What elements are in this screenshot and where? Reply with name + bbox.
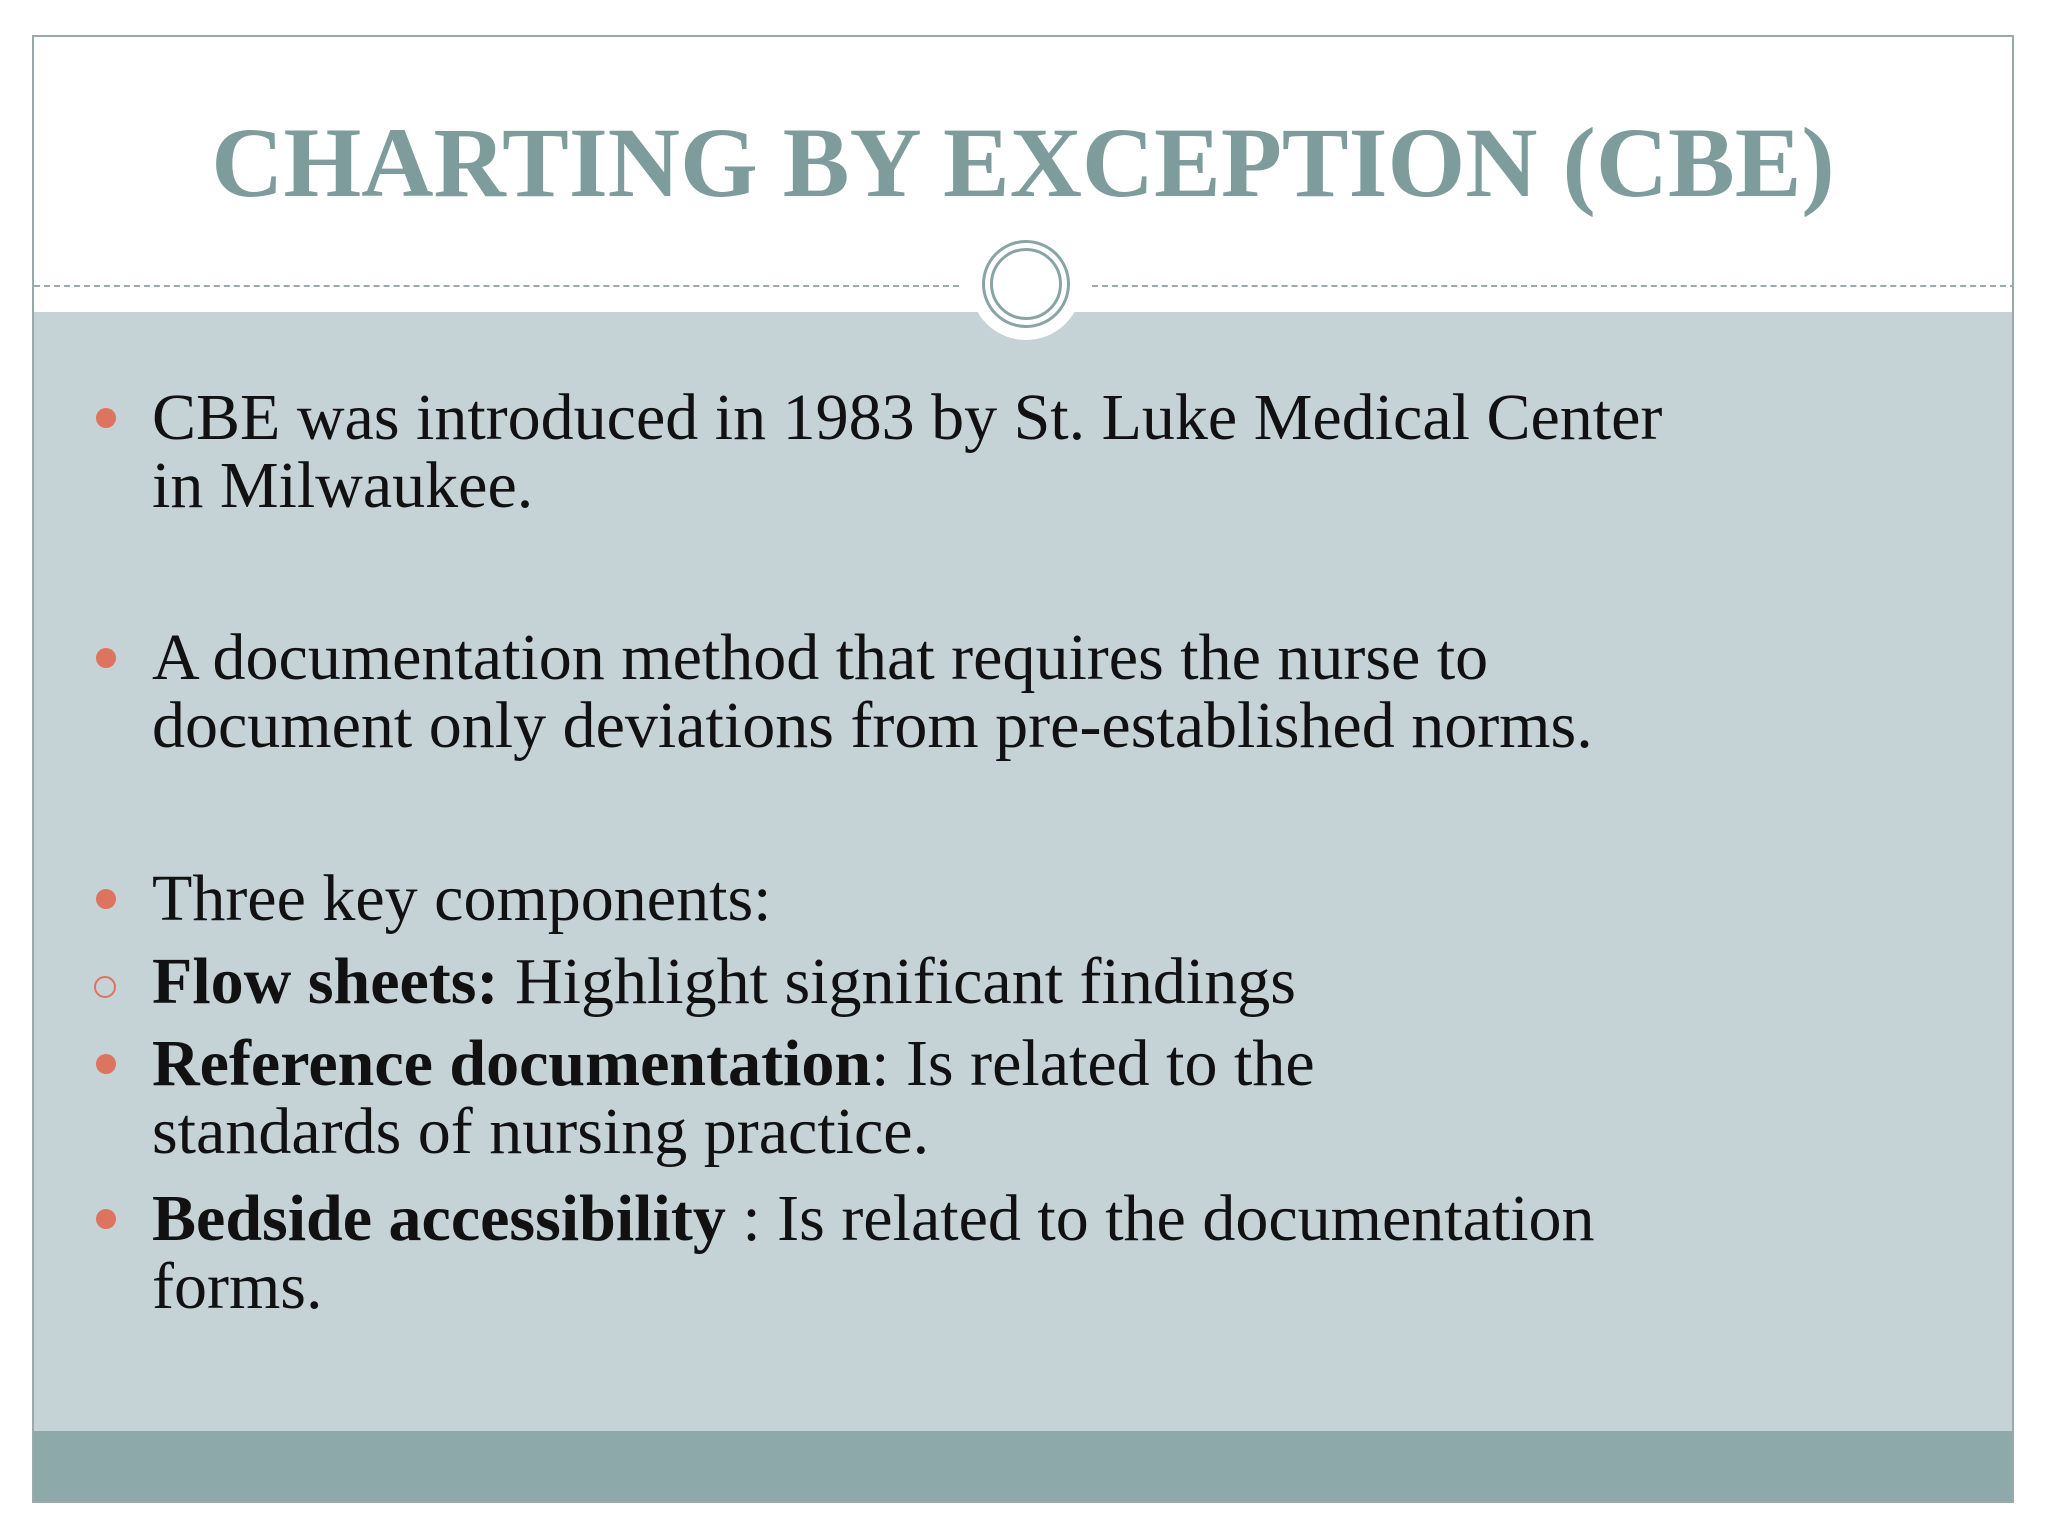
bullet-list	[34, 312, 2012, 1431]
bullet-text	[152, 381, 1982, 522]
slide-title: CHARTING BY EXCEPTION (CBE)	[211, 107, 1835, 218]
bullet-dot-icon	[96, 1209, 116, 1229]
circle-ornament-inner-ring	[990, 248, 1062, 320]
bullet-bold-term: Reference documentation	[152, 1027, 872, 1100]
bullet-bold-term: Bedside accessibility	[152, 1182, 726, 1255]
footer-band	[34, 1431, 2012, 1503]
bullet-continuation: forms.	[152, 1250, 323, 1323]
bullet-continuation: in Milwaukee.	[152, 449, 534, 522]
title-divider-right	[1092, 285, 2014, 287]
circle-ornament-icon	[970, 228, 1082, 340]
bullet-line: Highlight significant findings	[498, 945, 1296, 1018]
bullet-dot-icon	[96, 408, 116, 428]
bullet-bold-term: Flow sheets:	[152, 945, 499, 1018]
bullet-continuation: document only deviations from pre-established norms.	[152, 689, 1593, 762]
bullet-line: : Is related to the	[871, 1027, 1315, 1100]
bullet-text	[152, 621, 1982, 762]
title-divider-left	[34, 285, 959, 287]
bullet-line: A documentation method that requires the nurse to	[152, 621, 1489, 694]
bullet-text	[152, 1182, 1982, 1323]
bullet-text	[152, 862, 1982, 935]
bullet-text	[152, 945, 1982, 1018]
bullet-line: : Is related to the documentation	[725, 1182, 1595, 1255]
content-area	[34, 312, 2012, 1431]
bullet-line: Three key components:	[152, 862, 772, 935]
slide	[32, 35, 2014, 1503]
bullet-line: CBE was introduced in 1983 by St. Luke Medical Center	[152, 381, 1663, 454]
bullet-dot-icon	[96, 648, 116, 668]
bullet-continuation: standards of nursing practice.	[152, 1095, 930, 1168]
bullet-ring-icon	[94, 976, 116, 998]
bullet-dot-icon	[96, 1054, 116, 1074]
bullet-dot-icon	[96, 889, 116, 909]
bullet-text	[152, 1027, 1982, 1168]
